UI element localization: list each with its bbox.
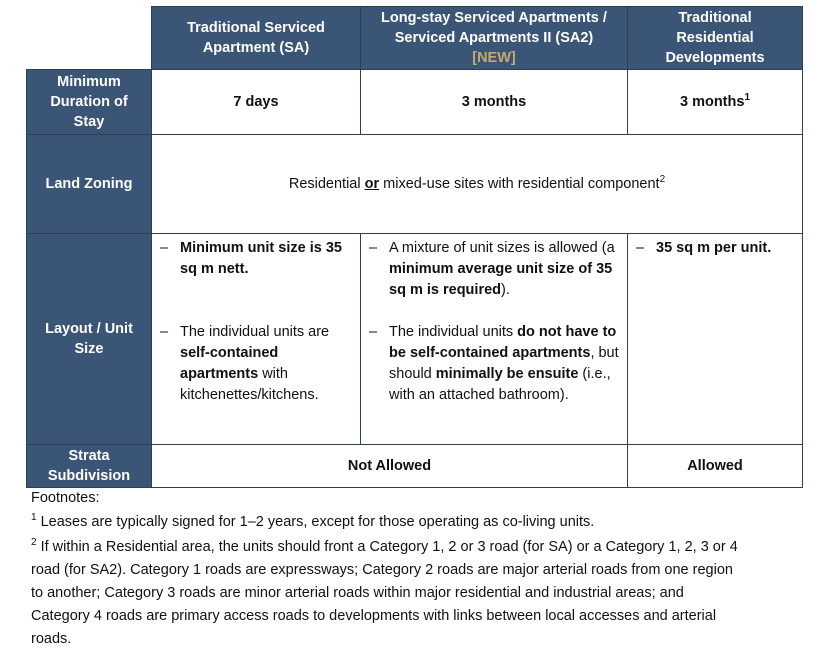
dash-bullet: – (369, 240, 378, 256)
footnote-1: $^1$ Leases are typically signed for 1–2 years, except for those operating as co-living units. (31, 512, 595, 530)
dash-bullet: – (160, 240, 169, 256)
min-stay-sa: 7 days (152, 70, 361, 135)
row-label-zoning: Land Zoning (27, 135, 152, 234)
list-item (634, 238, 796, 259)
footnote-2: $^2$ If within a Residential area, the units should front a Category 1, 2 or 3 road (for SA) or a Category 1, 2, 3 or 4 road (for SA2). Category 1 roads are expressways; Category 2 roads are major arterial roads from one region to another; Category 3 roads are minor arterial roads within major residential and industrial areas; and Category 4 roads are primary access roads to developments with links between local accesses and arterial roads. (31, 537, 738, 647)
sa-self-contained: self-contained apartments (180, 345, 279, 382)
header-sa-label: Traditional Serviced Apartment (SA) (187, 20, 325, 56)
header-sa2-line2: Serviced Apartments II (SA2) (394, 30, 594, 46)
zoning-text-a: Residential (288, 176, 365, 192)
zoning-value (152, 135, 803, 234)
sa2-ensuite: minimally be ensuite (435, 366, 579, 382)
dash-bullet: – (160, 324, 169, 340)
comparison-table (26, 6, 803, 488)
min-stay-label: Minimum Duration of Stay (50, 74, 128, 130)
footnote-ref-1: 1 (744, 92, 750, 104)
row-zoning (27, 135, 803, 234)
sa-min-size: Minimum unit size is 35 sq m nett. (180, 240, 342, 277)
zoning-or: or (364, 176, 380, 192)
row-layout (27, 234, 803, 445)
row-label-strata: Strata Subdivision (27, 445, 152, 488)
header-sa2 (361, 7, 628, 70)
header-row (27, 7, 803, 70)
list-item: – The individual units do not have to be self-contained apartments, but should minimally be ensuite (i.e., with an attached bathroom). (367, 322, 621, 406)
layout-sa2 (361, 234, 628, 445)
sa2-min-average: minimum average unit size of 35 sq m is required (389, 261, 613, 298)
list-item: – A mixture of unit sizes is allowed (a minimum average unit size of 35 sq m is required). (367, 238, 621, 301)
header-sa (152, 7, 361, 70)
strata-trad: Allowed (628, 445, 803, 488)
row-min-stay (27, 70, 803, 135)
min-stay-trad (628, 70, 803, 135)
row-strata (27, 445, 803, 488)
corner-cell (27, 7, 152, 70)
new-tag: [NEW] (472, 50, 516, 66)
row-label-layout (27, 234, 152, 445)
footnote-ref-2: 2 (659, 174, 666, 186)
header-sa2-line1: Long-stay Serviced Apartments / (381, 10, 607, 26)
min-stay-trad-value: 3 months (679, 94, 745, 110)
layout-sa (152, 234, 361, 445)
zoning-text-b: mixed-use sites with residential component (379, 176, 660, 192)
header-trad (628, 7, 803, 70)
trad-unit-size: 35 sq m per unit. (656, 240, 772, 256)
header-trad-label: Traditional Residential Developments (665, 10, 765, 66)
min-stay-sa2: 3 months (361, 70, 628, 135)
list-item: – The individual units are self-contained apartments with kitchenettes/kitchens. (158, 322, 354, 406)
footnotes-heading: Footnotes: (31, 490, 100, 506)
list-item (158, 238, 354, 280)
dash-bullet: – (369, 324, 378, 340)
strata-sa-sa2: Not Allowed (152, 445, 628, 488)
dash-bullet: – (636, 240, 645, 256)
layout-label: Layout / Unit Size (45, 321, 133, 357)
row-label-min-stay (27, 70, 152, 135)
layout-trad (628, 234, 803, 445)
sa2-not-self-contained: do not have to be self-contained apartments (389, 324, 617, 361)
